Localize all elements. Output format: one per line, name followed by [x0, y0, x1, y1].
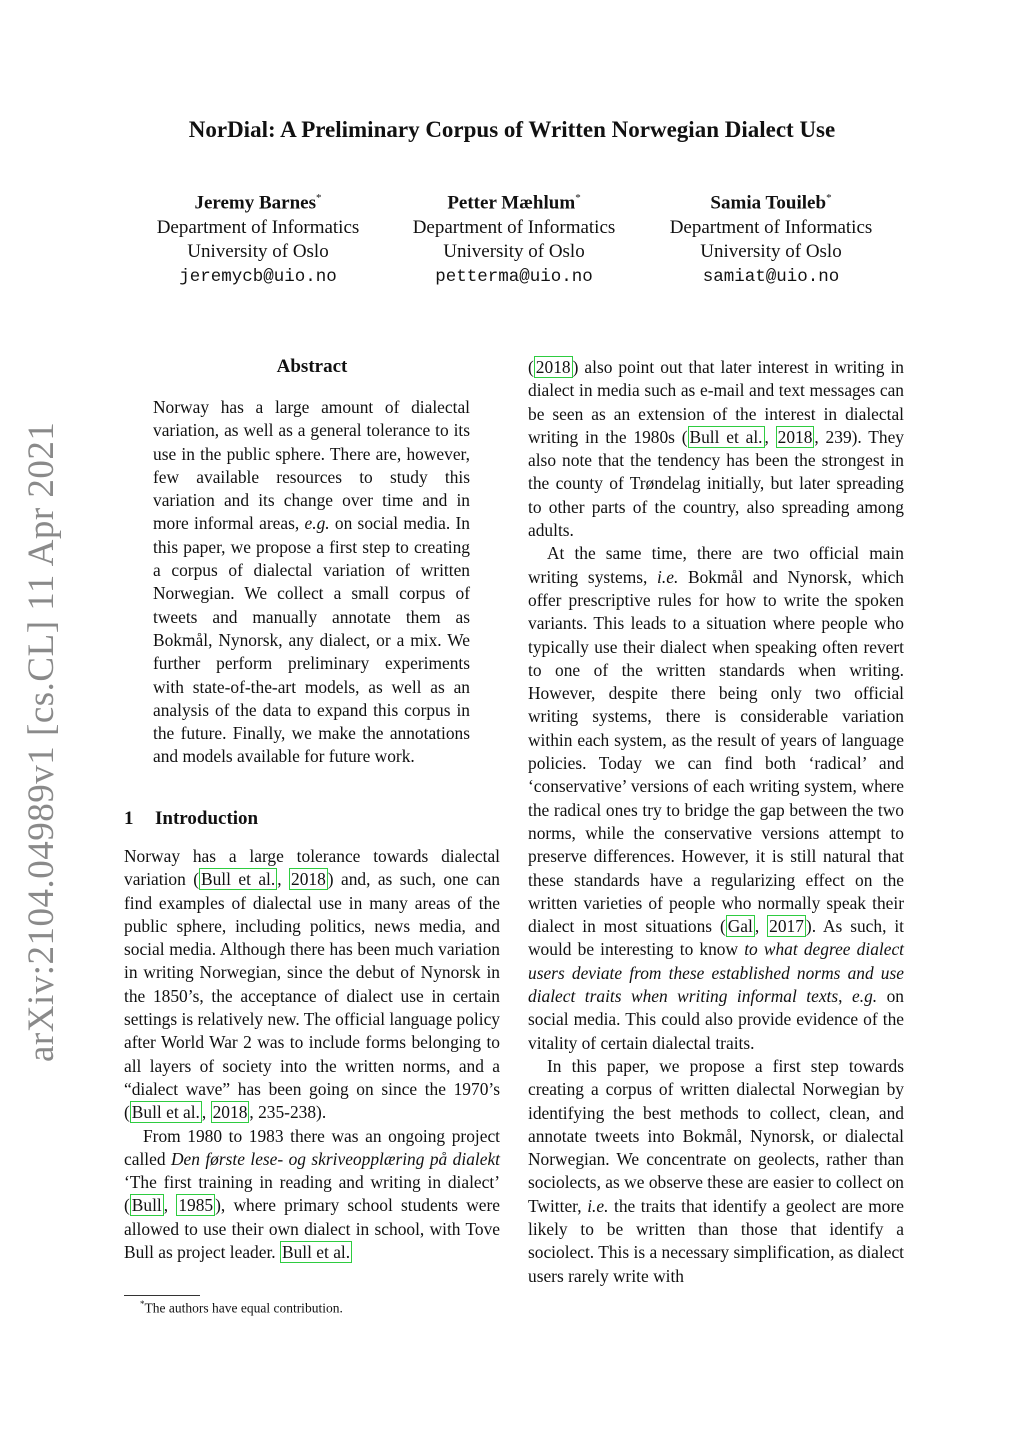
author-block [128, 186, 388, 289]
author-email[interactable]: samiat@uio.no [702, 266, 840, 287]
author-name: Jeremy Barnes* [194, 192, 322, 214]
paragraph: Norway has a large tolerance towards dialectal variation ( Bull et al. , 2018 ) and, as such, one can find examples of dialectal use in many areas of the public sphere, including politics, news media, and social media. Although there has been much variation in writing Norwegian, since the debut of Nynorsk in the 1850’s, the acceptance of dialect use in certain settings is relatively new. The official language policy after World War 2 was to include forms belonging to all layers of society into the written norms, and a “dialect wave” has been going on since the 1970’s ( Bull et al. , 2018 , 235-238). [124, 846, 500, 1123]
footnote: *The authors have equal contribution. [140, 1299, 343, 1316]
citation-link[interactable]: Bull [131, 1195, 162, 1216]
abstract-body: Norway has a large amount of dialectal variation, as well as a general tolerance to its use in the public sphere. There are, however, few available resources to study this variation and its change over time and in more informal areas, e.g. on social media. In this paper, we propose a first step to creating a corpus of dialectal variation of written Norwegian. We collect a small corpus of tweets and manually annotate them as Bokmål, Nynorsk, any dialect, or a mix. We further perform preliminary experiments with state-of-the-art models, as well as an analysis of the data to expand this corpus in the future. Finally, we make the annotations and models available for future work. [153, 397, 470, 767]
citation-year-link[interactable]: 2018 [535, 357, 571, 377]
author-department: Department of Informatics [156, 216, 360, 238]
author-block [384, 186, 644, 289]
citation-link[interactable]: Bull et al. [131, 1102, 200, 1123]
author-university: University of Oslo [187, 241, 329, 263]
author-university: University of Oslo [700, 241, 842, 263]
section-title: Introduction [155, 808, 259, 829]
author-email[interactable]: petterma@uio.no [435, 266, 593, 287]
paragraph: In this paper, we propose a first step towards creating a corpus of written dialectal Norwegian by identifying the best methods to collect, clean, and annotate tweets into Bokmål, Nynorsk, or dialectal Norwegian. We concentrate on geolects, rather than sociolects, as we observe these are easier to collect on Twitter, i.e. the traits that identify a geolect are more likely to be written than those that identify a sociolect. This is a necessary simplification, as dialect users rarely write with [528, 1055, 904, 1286]
citation-year-link[interactable]: 2018 [777, 426, 813, 447]
footnote-rule [124, 1295, 200, 1296]
paper-title: NorDial: A Preliminary Corpus of Written Norwegian Dialect Use [188, 117, 836, 142]
left-column [124, 845, 500, 1264]
citation-link[interactable]: Bull et al. [281, 1242, 351, 1263]
section-heading [124, 808, 258, 830]
citation-year-link[interactable]: 2018 [212, 1102, 248, 1123]
paragraph: From 1980 to 1983 there was an ongoing project called Den første lese- og skriveopplæring på dialekt ‘The first training in reading and writing in dialect’ ( Bull , 1985 ), where primary school students were allowed to use their own dialect in school, with Tove Bull as project leader. Bull et al. [124, 1125, 500, 1263]
author-email[interactable]: jeremycb@uio.no [179, 266, 337, 287]
author-department: Department of Informatics [412, 216, 616, 238]
author-university: University of Oslo [443, 241, 585, 263]
right-column [528, 356, 904, 1288]
citation-year-link[interactable]: 2018 [291, 869, 326, 890]
citation-year-link[interactable]: 1985 [178, 1195, 214, 1216]
section-number: 1 [124, 808, 134, 829]
citation-link[interactable]: Bull et al. [689, 426, 763, 447]
citation-link[interactable]: Bull et al. [201, 869, 276, 890]
arxiv-stamp: arXiv:2104.04989v1 [cs.CL] 11 Apr 2021 [21, 421, 62, 1062]
author-name: Samia Touileb* [710, 192, 832, 214]
author-name: Petter Mæhlum* [447, 192, 581, 214]
abstract-heading: Abstract [276, 356, 348, 377]
citation-year-link[interactable]: 2017 [769, 916, 804, 937]
paragraph: At the same time, there are two official main writing systems, i.e. Bokmål and Nynorsk, which offer prescriptive rules for how to write the spoken variants. This leads to a situation where people who typically use their dialect when speaking often revert to one of the written standards when writing. However, despite there being only two official writing systems, there is considerable variation within each system, as the result of years of language policies. Today we can find both ‘radical’ and ‘conservative’ versions of each writing system, where the radical ones try to bridge the gap between the two norms, while the conservative versions attempt to preserve differences. However, it is still natural that these standards have a regularizing effect on the written varieties of people who normally speak their dialect in most situations ( Gal , 2017 ). As such, it would be interesting to know to what degree dialect users deviate from these established norms and use dialect traits when writing informal texts, e.g. on social media. This could also provide evidence of the vitality of certain dialectal traits. [528, 543, 904, 1053]
paragraph: ( 2018 ) also point out that later interest in writing in dialect in media such as e-mail and text messages can be seen as an extension of the interest in dialectal writing in the 1980s ( Bull et al. , 2018 , 239). They also note that the tendency has been the strongest in the county of Trøndelag initially, but later spreading to other parts of the country, also spreading among adults. [528, 357, 904, 541]
citation-link[interactable]: Gal [727, 916, 753, 937]
author-department: Department of Informatics [669, 216, 873, 238]
author-block [641, 186, 901, 289]
